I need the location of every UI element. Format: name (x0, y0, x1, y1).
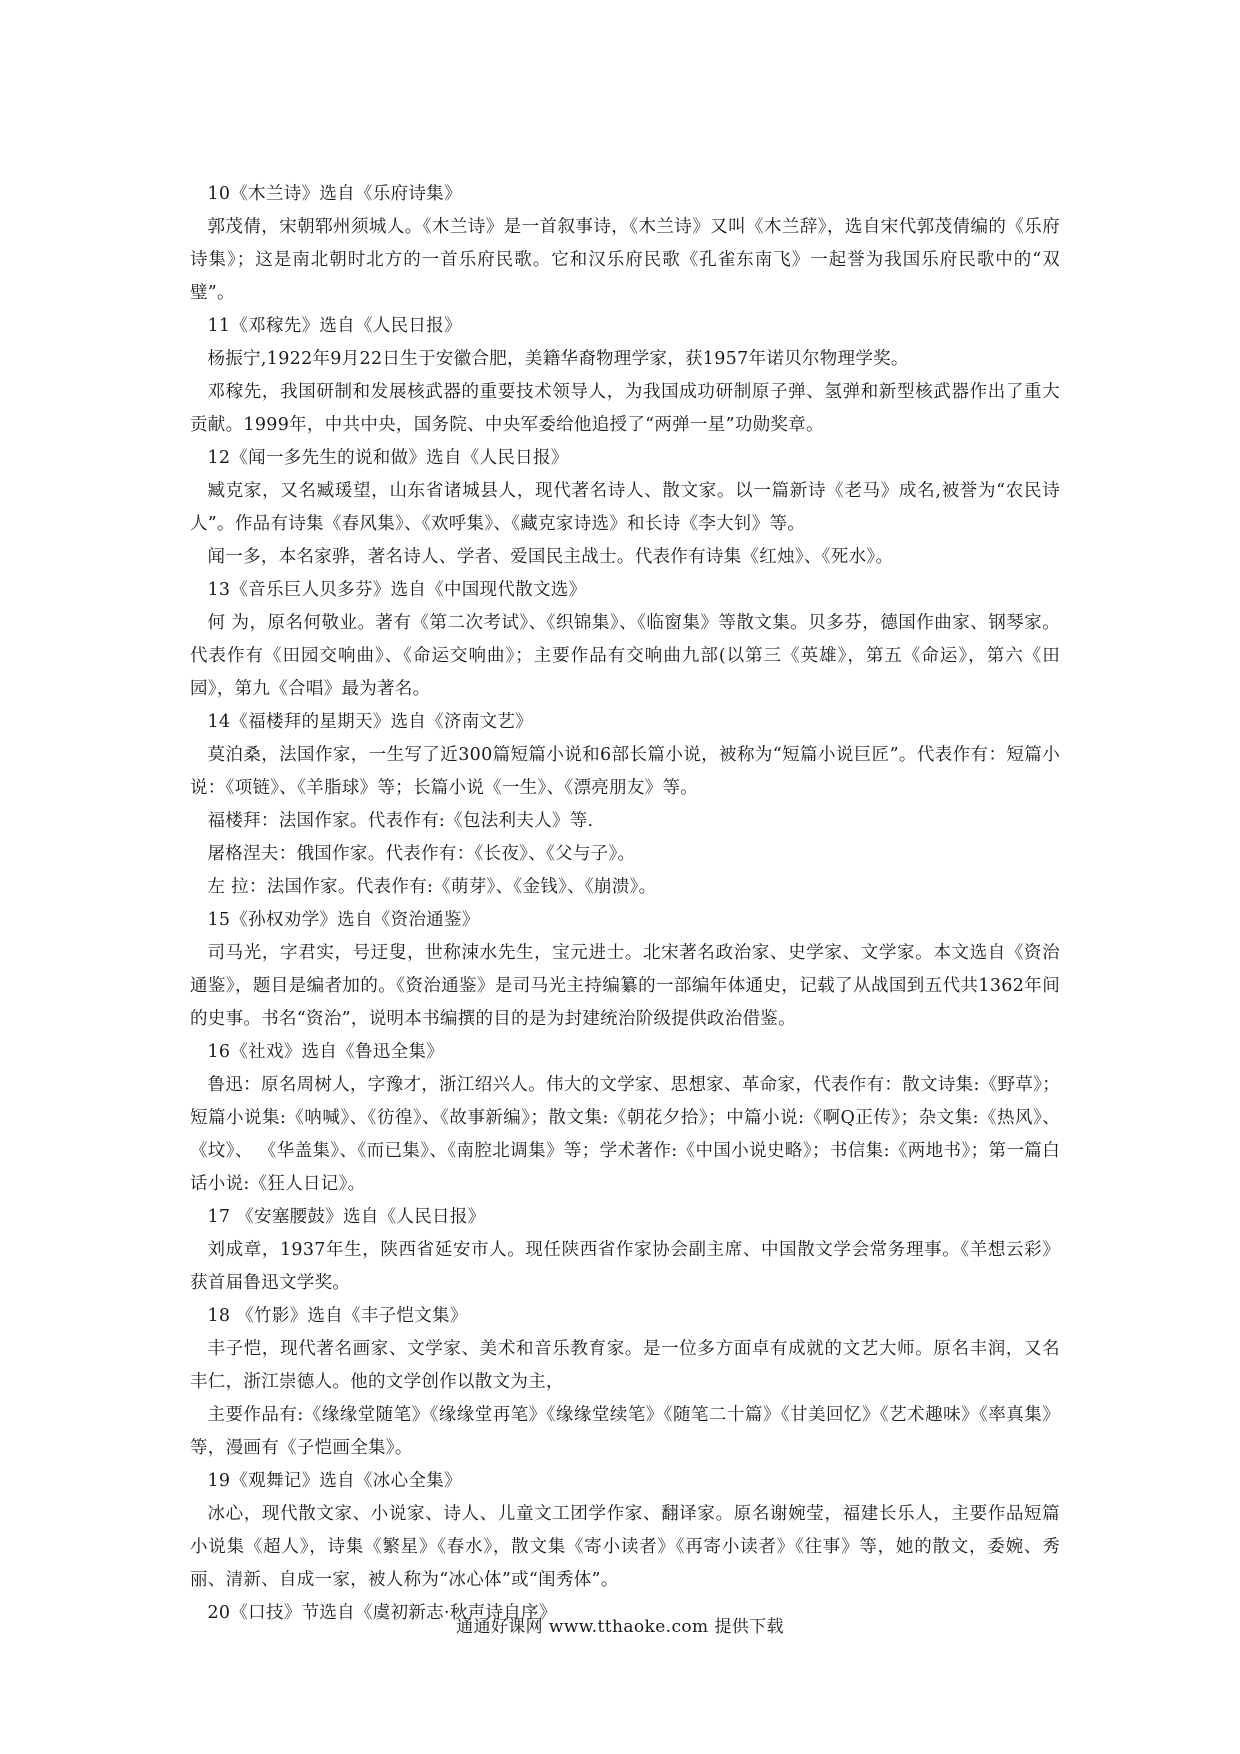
paragraph: 闻一多，本名家骅，著名诗人、学者、爱国民主战士。代表作有诗集《红烛》、《死水》。 (207, 547, 894, 567)
section-heading-16: 16《社戏》选自《鲁迅全集》 (207, 1042, 444, 1062)
paragraph: 郭茂倩，宋朝郓州须城人。《木兰诗》是一首叙事诗，《木兰诗》又叫《木兰辞》，选自宋代郭茂倩编的《乐府诗集》；这是南北朝时北方的一首乐府民歌。它和汉乐府民歌《孔雀东南飞》一起誉为我国乐府民歌中的“双璧”。 (190, 217, 1060, 303)
paragraph: 鲁迅：原名周树人，字豫才，浙江绍兴人。伟大的文学家、思想家、革命家，代表作有：散文诗集:《野草》；短篇小说集:《呐喊》、《彷徨》、《故事新编》；散文集:《朝花夕拾》；中篇小说:《啊Q正传》；杂文集:《热风》、《坟》、 《华盖集》、《而已集》、《南腔北调集》等；学术著作:《中国小说史略》；书信集:《两地书》；第一篇白话小说:《狂人日记》。 (190, 1075, 1060, 1194)
paragraph: 何 为，原名何敬业。著有《第二次考试》、《织锦集》、《临窗集》等散文集。贝多芬，德国作曲家、钢琴家。代表作有《田园交响曲》、《命运交响曲》；主要作品有交响曲九部(以第三《英雄》，第五《命运》，第六《田园》，第九《合唱》最为著名。 (190, 613, 1060, 699)
section-heading-18: 18 《竹影》选自《丰子恺文集》 (207, 1306, 468, 1326)
paragraph: 莫泊桑，法国作家，一生写了近300篇短篇小说和6部长篇小说，被称为“短篇小说巨匠”。代表作有：短篇小说：《项链》、《羊脂球》等；长篇小说《一生》、《漂亮朋友》等。 (190, 745, 1060, 798)
paragraph: 丰子恺，现代著名画家、文学家、美术和音乐教育家。是一位多方面卓有成就的文艺大师。原名丰润，又名丰仁，浙江崇德人。他的文学创作以散文为主， (190, 1339, 1060, 1392)
section-heading-14: 14《福楼拜的星期天》选自《济南文艺》 (207, 712, 533, 732)
paragraph: 臧克家，又名臧瑗望，山东省诸城县人，现代著名诗人、散文家。以一篇新诗《老马》成名,被誉为“农民诗人”。作品有诗集《春风集》、《欢呼集》、《藏克家诗选》和长诗《李大钊》等。 (190, 481, 1060, 534)
paragraph: 邓稼先，我国研制和发展核武器的重要技术领导人，为我国成功研制原子弹、氢弹和新型核武器作出了重大贡献。1999年，中共中央，国务院、中央军委给他追授了“两弹一星”功勋奖章。 (190, 382, 1060, 435)
section-heading-10: 10《木兰诗》选自《乐府诗集》 (207, 184, 462, 204)
paragraph: 冰心，现代散文家、小说家、诗人、儿童文工团学作家、翻译家。原名谢婉莹，福建长乐人，主要作品短篇小说集《超人》，诗集《繁星》《春水》，散文集《寄小读者》《再寄小读者》《往事》等，她的散文，委婉、秀丽、清新、自成一家，被人称为“冰心体”或“闺秀体”。 (190, 1504, 1060, 1590)
paragraph: 刘成章，1937年生，陕西省延安市人。现任陕西省作家协会副主席、中国散文学会常务理事。《羊想云彩》获首届鲁迅文学奖。 (190, 1240, 1060, 1293)
section-heading-15: 15《孙权劝学》选自《资治通鉴》 (207, 910, 480, 930)
paragraph: 左 拉：法国作家。代表作有:《萌芽》、《金钱》、《崩溃》。 (207, 877, 657, 897)
paragraph: 主要作品有:《缘缘堂随笔》《缘缘堂再笔》《缘缘堂续笔》《随笔二十篇》《甘美回忆》《艺术趣味》《率真集》等，漫画有《子恺画全集》。 (190, 1405, 1060, 1458)
document-body (190, 178, 1060, 1630)
section-heading-19: 19《观舞记》选自《冰心全集》 (207, 1471, 462, 1491)
page-footer: 通通好课网 www.tthaoke.com 提供下载 (456, 1617, 784, 1637)
section-heading-17: 17 《安塞腰鼓》选自《人民日报》 (207, 1207, 486, 1227)
paragraph: 屠格涅夫：俄国作家。代表作有：《长夜》、《父与子》。 (207, 844, 636, 864)
paragraph: 福楼拜：法国作家。代表作有:《包法利夫人》等. (207, 811, 594, 831)
section-heading-12: 12《闻一多先生的说和做》选自《人民日报》 (207, 448, 569, 468)
section-heading-20: 20《口技》节选自《虞初新志·秋声诗自序》 (207, 1603, 557, 1623)
section-heading-11: 11《邓稼先》选自《人民日报》 (207, 316, 462, 336)
paragraph: 杨振宁,1922年9月22日生于安徽合肥，美籍华裔物理学家，获1957年诺贝尔物理学奖。 (207, 349, 909, 369)
section-heading-13: 13《音乐巨人贝多芬》选自《中国现代散文选》 (207, 580, 587, 600)
paragraph: 司马光，字君实，号迂叟，世称涑水先生，宝元进士。北宋著名政治家、史学家、文学家。本文选自《资治通鉴》，题目是编者加的。《资治通鉴》是司马光主持编纂的一部编年体通史，记载了从战国到五代共1362年间的史事。书名“资治”，说明本书编撰的目的是为封建统治阶级提供政治借鉴。 (190, 943, 1060, 1029)
